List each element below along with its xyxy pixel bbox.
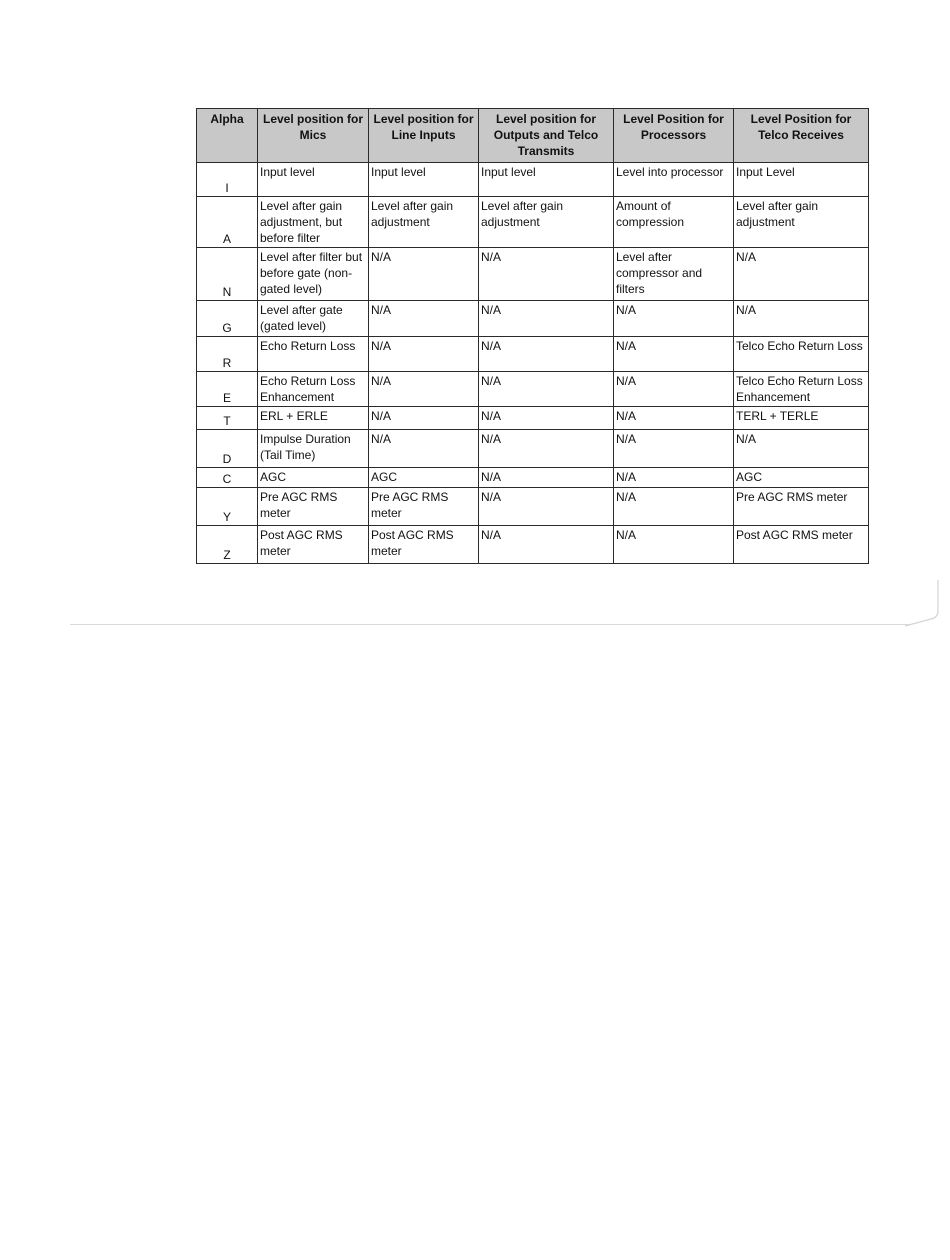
outputs-telco-cell: N/A [479,526,614,564]
table-row [197,197,869,248]
alpha-cell: Z [197,526,258,564]
table-row [197,526,869,564]
table-row [197,468,869,488]
table-row [197,488,869,526]
alpha-cell: D [197,430,258,468]
processors-cell: N/A [614,488,734,526]
alpha-cell: A [197,197,258,248]
outputs-telco-cell: N/A [479,372,614,407]
telco-receives-cell: N/A [734,248,869,301]
mics-cell: Pre AGC RMS meter [258,488,369,526]
processors-cell: N/A [614,372,734,407]
telco-receives-cell: TERL + TERLE [734,407,869,430]
line-inputs-cell: N/A [369,407,479,430]
table-row [197,301,869,337]
line-inputs-cell: N/A [369,372,479,407]
outputs-telco-cell: N/A [479,248,614,301]
processors-cell: N/A [614,407,734,430]
outputs-telco-cell: N/A [479,301,614,337]
line-inputs-cell: Post AGC RMS meter [369,526,479,564]
line-inputs-cell: AGC [369,468,479,488]
outputs-telco-cell: N/A [479,430,614,468]
processors-cell: Level after compressor and filters [614,248,734,301]
processors-cell: N/A [614,526,734,564]
alpha-cell: G [197,301,258,337]
line-inputs-cell: Pre AGC RMS meter [369,488,479,526]
line-inputs-cell: N/A [369,430,479,468]
mics-cell: Impulse Duration (Tail Time) [258,430,369,468]
alpha-cell: Y [197,488,258,526]
telco-receives-cell: Level after gain adjustment [734,197,869,248]
line-inputs-cell: Input level [369,163,479,197]
header-alpha: Alpha [197,109,258,163]
processors-cell: Level into processor [614,163,734,197]
outputs-telco-cell: N/A [479,407,614,430]
telco-receives-cell: AGC [734,468,869,488]
mics-cell: Level after filter but before gate (non-gated level) [258,248,369,301]
table-row [197,372,869,407]
telco-receives-cell: Post AGC RMS meter [734,526,869,564]
mics-cell: ERL + ERLE [258,407,369,430]
alpha-cell: I [197,163,258,197]
processors-cell: N/A [614,430,734,468]
alpha-cell: R [197,337,258,372]
table-row [197,337,869,372]
header-processors: Level Position for Processors [614,109,734,163]
telco-receives-cell: Telco Echo Return Loss Enhancement [734,372,869,407]
outputs-telco-cell: N/A [479,488,614,526]
telco-receives-cell: Telco Echo Return Loss [734,337,869,372]
header-line-inputs: Level position for Line Inputs [369,109,479,163]
line-inputs-cell: N/A [369,337,479,372]
page-corner-curl [905,578,945,628]
header-row [197,109,869,163]
table-body [197,163,869,564]
line-inputs-cell: N/A [369,248,479,301]
alpha-cell: C [197,468,258,488]
mics-cell: Echo Return Loss Enhancement [258,372,369,407]
alpha-cell: T [197,407,258,430]
header-mics: Level position for Mics [258,109,369,163]
mics-cell: Level after gate (gated level) [258,301,369,337]
processors-cell: N/A [614,301,734,337]
alpha-cell: E [197,372,258,407]
telco-receives-cell: N/A [734,301,869,337]
mics-cell: Post AGC RMS meter [258,526,369,564]
header-telco-receives: Level Position for Telco Receives [734,109,869,163]
mics-cell: AGC [258,468,369,488]
mics-cell: Echo Return Loss [258,337,369,372]
table-row [197,163,869,197]
line-inputs-cell: Level after gain adjustment [369,197,479,248]
telco-receives-cell: Input Level [734,163,869,197]
header-outputs-telco-transmits: Level position for Outputs and Telco Transmits [479,109,614,163]
outputs-telco-cell: N/A [479,337,614,372]
telco-receives-cell: Pre AGC RMS meter [734,488,869,526]
outputs-telco-cell: N/A [479,468,614,488]
mics-cell: Input level [258,163,369,197]
table-header [197,109,869,163]
processors-cell: N/A [614,468,734,488]
level-position-table [196,108,869,564]
processors-cell: N/A [614,337,734,372]
mics-cell: Level after gain adjustment, but before filter [258,197,369,248]
processors-cell: Amount of compression [614,197,734,248]
table-row [197,430,869,468]
table-row [197,248,869,301]
footer-rule [70,624,910,625]
outputs-telco-cell: Input level [479,163,614,197]
telco-receives-cell: N/A [734,430,869,468]
alpha-cell: N [197,248,258,301]
line-inputs-cell: N/A [369,301,479,337]
outputs-telco-cell: Level after gain adjustment [479,197,614,248]
table-row [197,407,869,430]
